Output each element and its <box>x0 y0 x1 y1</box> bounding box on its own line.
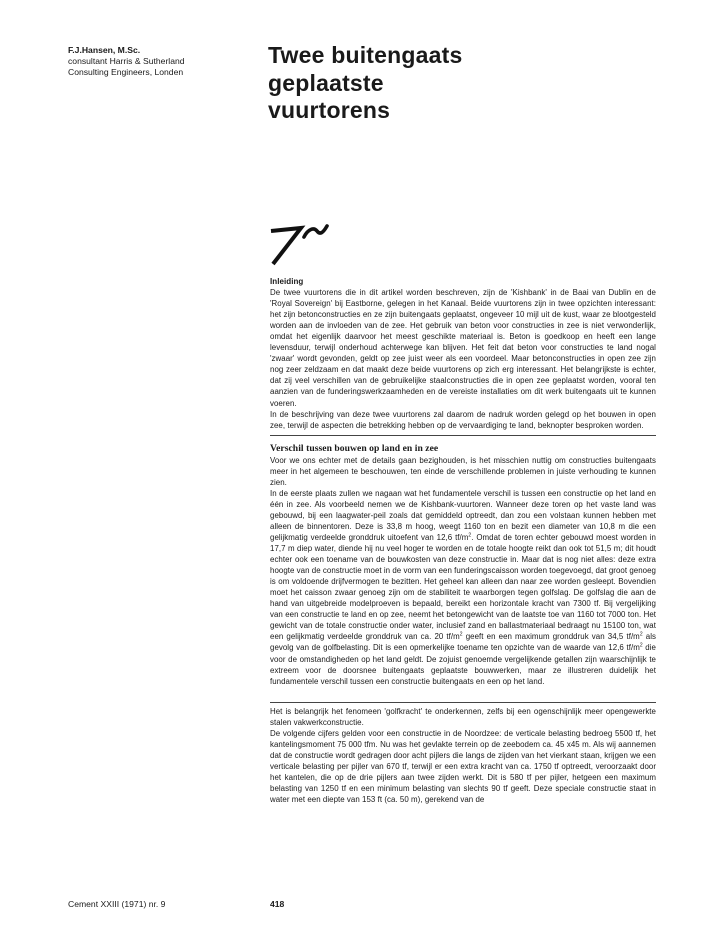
page-number: 418 <box>270 899 285 909</box>
text-segment: die voor de omstandigheden op het land geldt. De zojuist genoemde vergelijkende getallen zijn waarschijnlijk te extreem voor de doorsnee buitengaats geplaatste bouwwerken, maar ze illustreren duidelijk het fundamentele verschil tussen een constructie buitengaats en een op het land. <box>270 643 656 686</box>
heading-section-1: Verschil tussen bouwen op land en in zee <box>270 442 439 454</box>
text-segment: . Omdat de toren echter gebouwd moest worden in 17,7 m diep water, diende hij nu veel hoger te worden en de totale hoogte reikt dan ook tot 51,5 m; dit houdt echter ook een toename van de bouwkosten van deze constructie in. Maar dat is nog niet alles: deze extra hoogte van de constructie moet in de vorm van een funderingscaisson worden toegevoegd, dat groot genoeg is om voldoende drijfvermogen te bezitten. Het geheel kan alleen dan naar zee worden gesleept. Bovendien moet het caisson zwaar genoeg zijn om de stabiliteit te waarborgen tegen golfslag. De golfslag die aan de hand van uitgebreide modelproeven is bepaald, bereikt een horizontale kracht van 7300 tf. Bij vergelijking van een constructie te land en op zee, neemt het betongewicht van de laatste toe van 1160 tot 7000 ton. Het gewicht van de totale constructie onder water, inclusief zand en ballastmateriaal bedraagt nu 15100 ton, wat een gelijkmatig verdeelde gronddruk van ca. 20 tf/m <box>270 532 656 642</box>
journal-citation: Cement XXIII (1971) nr. 9 <box>68 899 166 909</box>
author-block <box>68 45 248 78</box>
cement-journal-logo-icon <box>268 217 334 267</box>
superscript: 2 <box>639 631 643 638</box>
superscript: 2 <box>459 631 463 638</box>
author-name: F.J.Hansen, M.Sc. <box>68 45 141 55</box>
intro-paragraph-2: In de beschrijving van deze twee vuurtorens zal daarom de nadruk worden gelegd op het bouwen in open zee, terwijl de aspecten die betrekking hebben op de vervaardiging te land, beknopter besproken worden. <box>270 409 656 430</box>
section1-paragraph-2 <box>270 488 656 687</box>
text-segment: In de eerste plaats zullen we nagaan wat het fundamentele verschil is tussen een constructie op het land en één in zee. Als voorbeeld nemen we de Kishbank-vuurtoren. Wanneer deze toren op het vaste land was gebouwd, bij een laagwater-peil zoals dat gemiddeld optreedt, dan zou een volstaan kunnen hebben met alleen de binnentoren. Deze is 33,8 m hoog, weegt 1160 ton en bezit een diameter van 10,8 m die een gelijkmatig verdeelde gronddruk uitoefent van 12,6 tf/m <box>270 488 656 542</box>
title-line-2: geplaatste <box>268 69 384 96</box>
section2-paragraph-2: De volgende cijfers gelden voor een constructie in de Noordzee: de verticale belasting bedroeg 5500 tf, het kantelingsmoment 75 000 tfm. Nu was het gevlakte terrein op de zeebodem ca. 45 x45 m. Als wij aannemen dat de constructie wordt gedragen door acht pijlers die langs de zijden van het vierkant staan, krijgen we een verticale belasting per pijler van 670 tf, terwijl er een extra kracht van ca. 1750 tf optreedt, veroorzaakt door het kantelen, die op de drie pijlers aan twee zijden werkt. Dit is 580 tf per pijler, hetgeen een maximum belasting van 1250 tf en een minimum belasting van slechts 90 tf geeft. Deze speciale constructie staat in water met een diepte van 153 ft (ca. 50 m), gerekend van de <box>270 728 656 805</box>
article-body <box>270 276 656 805</box>
article-title <box>268 42 648 125</box>
section-divider <box>270 435 656 436</box>
heading-intro: Inleiding <box>270 277 304 286</box>
author-affiliation: consultant Harris & Sutherland <box>68 56 185 66</box>
section1-paragraph-1: Voor we ons echter met de details gaan bezighouden, is het misschien nuttig om constructies buitengaats meer in het algemeen te beschouwen, ten einde de verschillende problemen in juiste verhouding te kunnen zien. <box>270 455 656 487</box>
intro-paragraph-1: De twee vuurtorens die in dit artikel worden beschreven, zijn de 'Kishbank' in de Baai van Dublin en de 'Royal Sovereign' bij Eastborne, gelegen in het Kanaal. Beide vuurtorens zijn in twee opzichten interessant: het zijn betonconstructies en ze zijn buitengaats geplaatst, ongeveer 10 mijl uit de kust, waar ze blootgesteld worden aan de invloeden van de zee. Het gebruik van beton voor constructies in zee is niet verwonderlijk, omdat het eigenlijk daarvoor het meest geschikte materiaal is. Beton is goedkoop en heeft een lange levensduur, terwijl onderhoud achterwege kan blijven. Het feit dat beton voor constructies te land nogal 'zwaar' wordt gevonden, geldt op zee juist weer als een voordeel. Maar betonconstructies in open zee zijn nog zeer zeldzaam en dat maakt deze beide vuurtorens op zich erg interessant. Het belangrijkste is echter, dat zij veel verschillen van de gebruikelijke staalconstructies die in open zee geplaatst worden, vooral ten aanzien van de funderingswerkzaamheden en de vereiste installaties om dit werk buitengaats uit te kunnen voeren. <box>270 288 656 408</box>
title-line-3: vuurtorens <box>268 97 391 123</box>
title-line-1: Twee buitengaats <box>268 42 463 68</box>
text-segment: geeft en een maximum gronddruk van 34,5 tf/m <box>462 632 640 642</box>
superscript: 2 <box>639 642 643 649</box>
section2-paragraph-1: Het is belangrijk het fenomeen 'golfkracht' te onderkennen, zelfs bij een ogenschijnlijk meer opengewerkte stalen vakwerkconstructie. <box>270 706 656 727</box>
superscript: 2 <box>468 532 472 539</box>
section-divider-2 <box>270 702 656 703</box>
text-segment: als gevolg van de golfbelasting. Dit is een opmerkelijke toename ten opzichte van de waarde van 12,6 tf/m <box>270 632 657 653</box>
author-firm: Consulting Engineers, Londen <box>68 67 184 77</box>
